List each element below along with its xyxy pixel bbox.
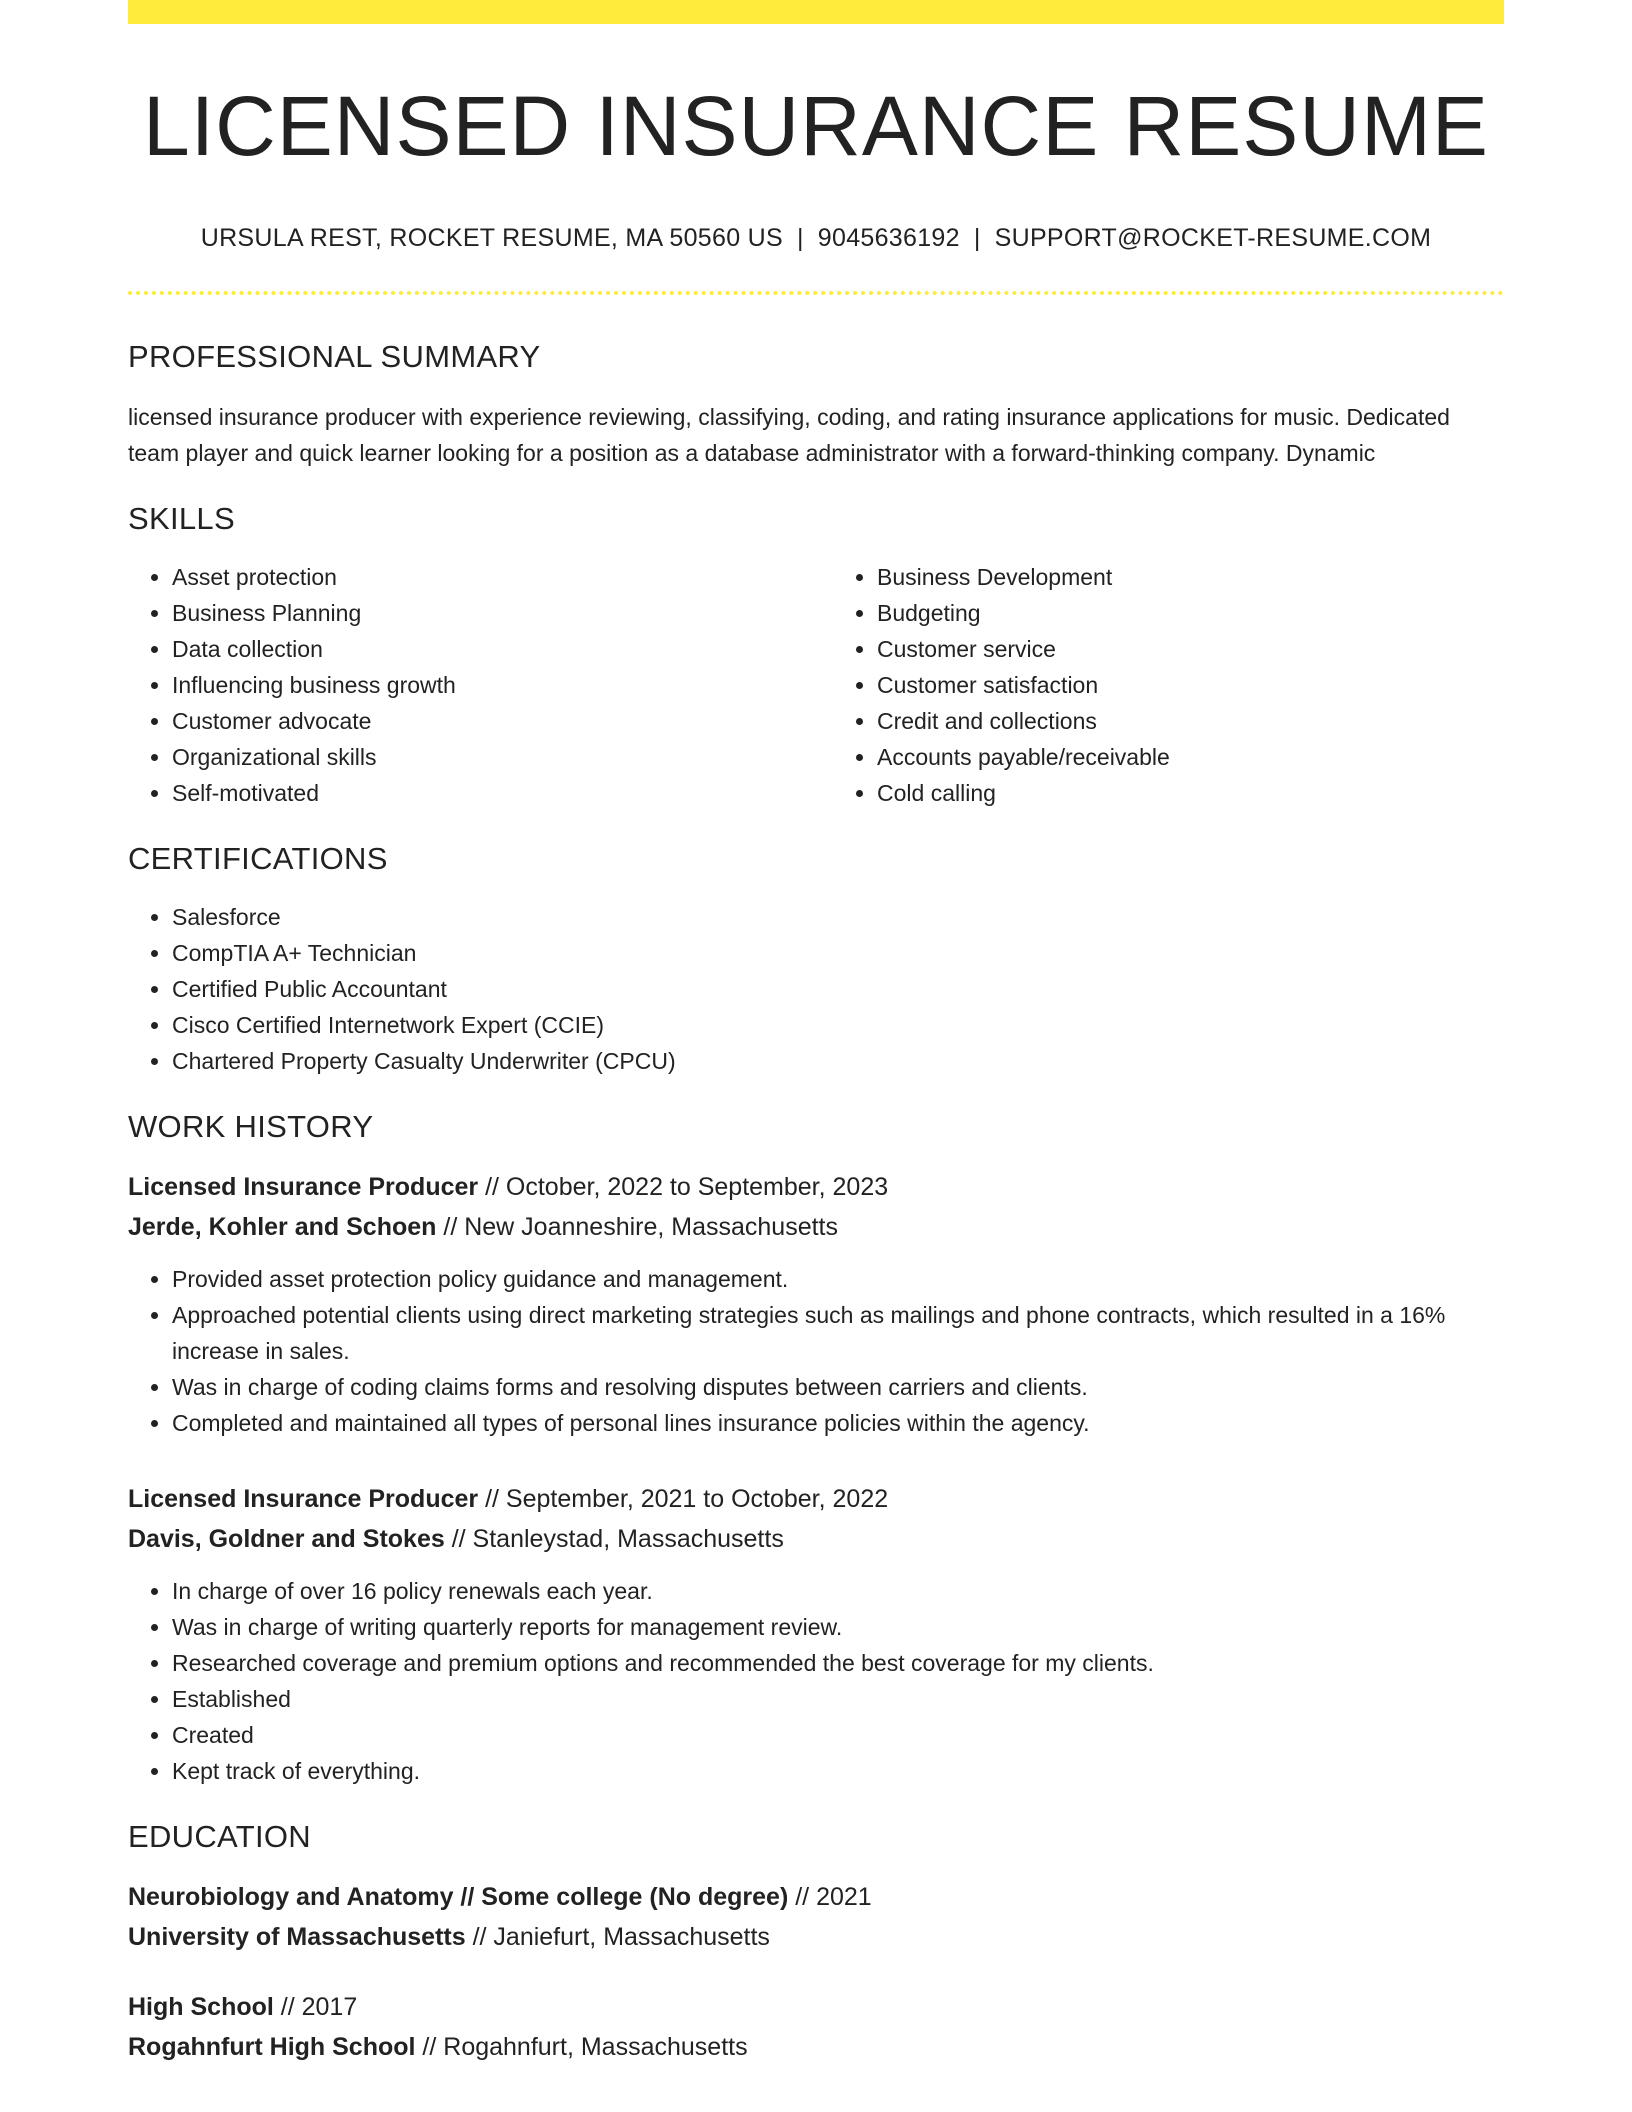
job-entry — [128, 1167, 1504, 1441]
job-title-line — [128, 1167, 1504, 1207]
skill-item: • Budgeting — [877, 595, 1504, 631]
job-company: Jerde, Kohler and Schoen — [128, 1213, 437, 1242]
job-location: // Stanleystad, Massachusetts — [451, 1525, 784, 1554]
job-location: // New Joanneshire, Massachusetts — [443, 1213, 839, 1242]
job-company-line — [128, 1519, 1504, 1559]
education-school: University of Massachusetts — [128, 1923, 466, 1952]
summary-heading: PROFESSIONAL SUMMARY — [128, 339, 541, 375]
skill-item: • Asset protection — [172, 559, 799, 595]
job-entry — [128, 1479, 1504, 1789]
contact-email: SUPPORT@ROCKET-RESUME.COM — [994, 224, 1432, 253]
job-bullet: • Approached potential clients using direct marketing strategies such as mailings and phone contracts, which resulted in a 16% increase in sales. — [172, 1297, 1504, 1369]
skill-item: • Customer service — [877, 631, 1504, 667]
resume-title: LICENSED INSURANCE RESUME — [143, 79, 1489, 173]
summary-text: licensed insurance producer with experience reviewing, classifying, coding, and rating insurance applications for music. Dedicated team player and quick learner looking for a position as a database administrator with a forward-thinking company. Dynamic — [128, 404, 1450, 467]
education-year: // 2017 — [280, 1993, 358, 2022]
certifications-list — [128, 899, 1504, 1079]
education-entry — [128, 1987, 1504, 2067]
contact-separator: | — [973, 224, 981, 253]
skill-item: • Organizational skills — [172, 739, 799, 775]
skill-item: • Self-motivated — [172, 775, 799, 811]
certifications-heading: CERTIFICATIONS — [128, 841, 388, 877]
job-dates: // September, 2021 to October, 2022 — [485, 1485, 889, 1514]
job-bullet: • Created — [172, 1717, 1504, 1753]
job-bullet: • Established — [172, 1681, 1504, 1717]
certification-item: • Salesforce — [172, 899, 1504, 935]
contact-separator: | — [796, 224, 804, 253]
skills-heading: SKILLS — [128, 501, 235, 537]
education-heading: EDUCATION — [128, 1819, 311, 1855]
skill-item: • Customer advocate — [172, 703, 799, 739]
skills-column-right — [833, 559, 1504, 811]
skills-list — [128, 559, 1504, 811]
skill-item: • Cold calling — [877, 775, 1504, 811]
skill-item: • Customer satisfaction — [877, 667, 1504, 703]
top-accent-bar — [128, 0, 1504, 24]
education-degree: High School — [128, 1993, 274, 2022]
job-bullet: • Was in charge of writing quarterly reports for management review. — [172, 1609, 1504, 1645]
education-year: // 2021 — [795, 1883, 872, 1912]
job-bullets — [128, 1573, 1504, 1789]
certification-item: • Cisco Certified Internetwork Expert (CCIE) — [172, 1007, 1504, 1043]
contact-phone: 9045636192 — [817, 224, 960, 253]
job-bullet: • Completed and maintained all types of personal lines insurance policies within the agency. — [172, 1405, 1504, 1441]
contact-address: URSULA REST, ROCKET RESUME, MA 50560 US — [200, 224, 783, 253]
education-degree-line — [128, 1987, 1504, 2027]
education-school: Rogahnfurt High School — [128, 2033, 416, 2062]
certification-item: • CompTIA A+ Technician — [172, 935, 1504, 971]
dotted-divider — [128, 291, 1504, 295]
job-dates: // October, 2022 to September, 2023 — [485, 1173, 889, 1202]
skill-item: • Data collection — [172, 631, 799, 667]
job-company-line — [128, 1207, 1504, 1247]
certification-item: • Chartered Property Casualty Underwriter (CPCU) — [172, 1043, 1504, 1079]
education-location: // Rogahnfurt, Massachusetts — [422, 2033, 748, 2062]
job-bullets — [128, 1261, 1504, 1441]
skill-item: • Business Development — [877, 559, 1504, 595]
resume-page — [128, 0, 1504, 2067]
education-school-line — [128, 2027, 1504, 2067]
job-bullet: • Provided asset protection policy guidance and management. — [172, 1261, 1504, 1297]
skill-item: • Credit and collections — [877, 703, 1504, 739]
job-title-line — [128, 1479, 1504, 1519]
skills-column-left — [128, 559, 799, 811]
job-company: Davis, Goldner and Stokes — [128, 1525, 445, 1554]
education-school-line — [128, 1917, 1504, 1957]
education-degree-line — [128, 1877, 1504, 1917]
job-role: Licensed Insurance Producer — [128, 1173, 479, 1202]
contact-line — [128, 224, 1504, 253]
job-bullet: • Was in charge of coding claims forms and resolving disputes between carriers and clients. — [172, 1369, 1504, 1405]
work-history-heading: WORK HISTORY — [128, 1109, 374, 1145]
education-entry — [128, 1877, 1504, 1957]
education-degree: Neurobiology and Anatomy // Some college (No degree) — [128, 1883, 789, 1912]
certification-item: • Certified Public Accountant — [172, 971, 1504, 1007]
skill-item: • Influencing business growth — [172, 667, 799, 703]
skill-item: • Business Planning — [172, 595, 799, 631]
job-role: Licensed Insurance Producer — [128, 1485, 479, 1514]
education-location: // Janiefurt, Massachusetts — [472, 1923, 770, 1952]
job-bullet: • Kept track of everything. — [172, 1753, 1504, 1789]
job-bullet: • Researched coverage and premium options and recommended the best coverage for my clients. — [172, 1645, 1504, 1681]
skill-item: • Accounts payable/receivable — [877, 739, 1504, 775]
job-bullet: • In charge of over 16 policy renewals each year. — [172, 1573, 1504, 1609]
